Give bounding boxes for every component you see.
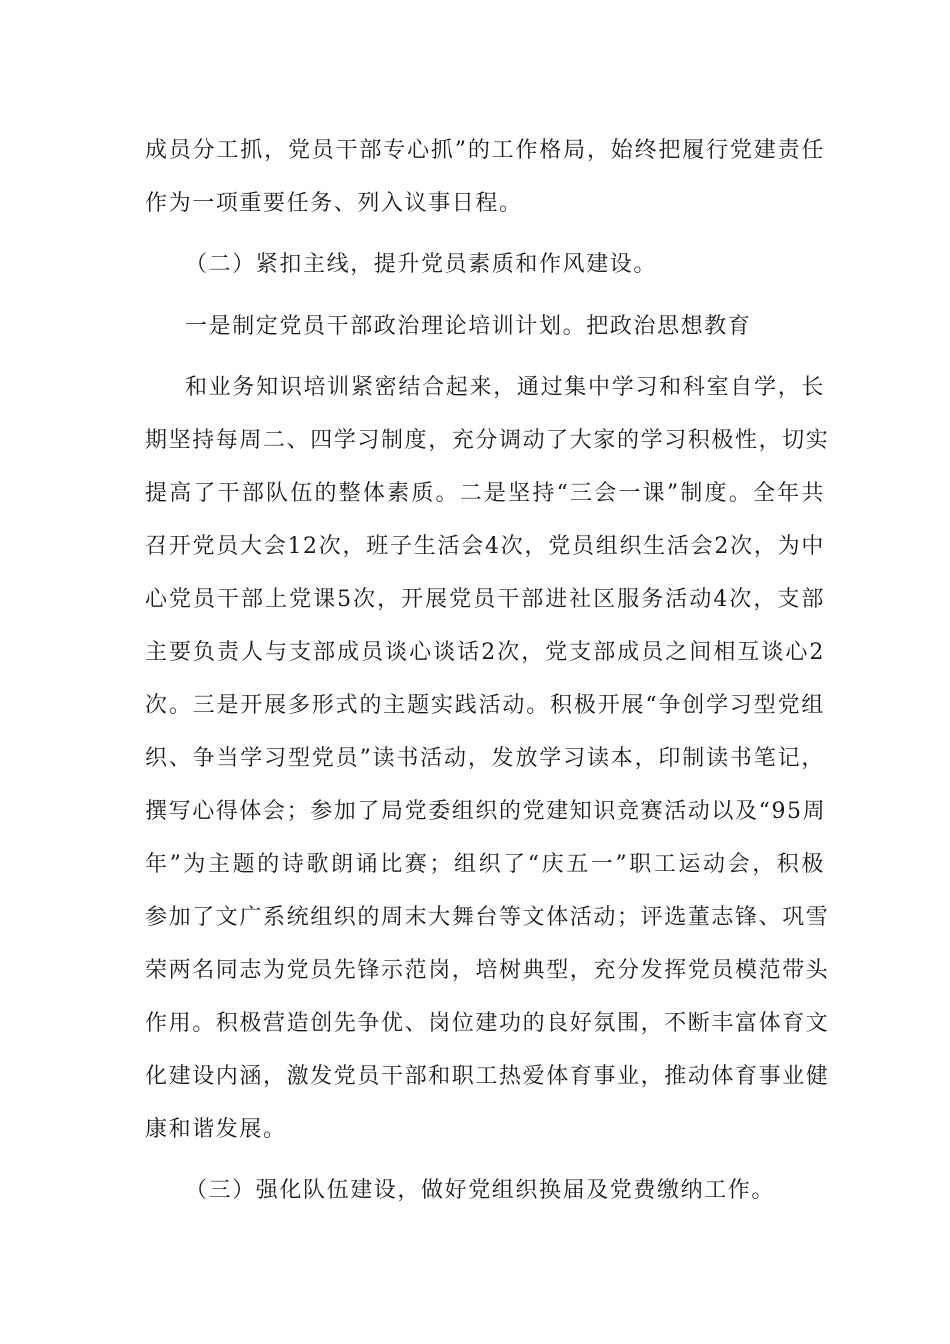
section-heading-2: （二）紧扣主线，提升党员素质和作风建设。 [185,252,658,277]
text-line-12: 织、争当学习型党员”读书活动，发放学习读本，印制读书笔记， [145,746,825,771]
text-line-18: 化建设内涵，激发党员干部和职工热爱体育事业，推动体育事业健 [145,1064,830,1089]
text-line-14: 年”为主题的诗歌朗诵比赛；组织了“庆五一”职工运动会，积极 [145,852,825,877]
text-line-7: 提高了干部队伍的整体素质。二是坚持“三会一课”制度。全年共 [145,481,825,506]
text-line-4: 一是制定党员干部政治理论培训计划。把政治思想教育 [185,314,752,339]
text-line-13: 撰写心得体会；参加了局党委组织的党建知识竞赛活动以及“95周 [145,799,827,824]
text-line-15: 参加了文广系统组织的周末大舞台等文体活动；评选董志锋、巩雪 [145,905,830,930]
text-line-10: 主要负责人与支部成员谈心谈话2次，党支部成员之间相互谈心2 [145,640,825,665]
section-heading-3: （三）强化队伍建设，做好党组织换届及党费缴纳工作。 [185,1178,776,1203]
text-line-11: 次。三是开展多形式的主题实践活动。积极开展“争创学习型党组 [145,693,825,718]
text-line-2: 作为一项重要任务、列入议事日程。 [145,191,523,216]
text-line-19: 康和谐发展。 [145,1117,287,1142]
text-line-16: 荣两名同志为党员先锋示范岗，培树典型，充分发挥党员模范带头 [145,958,830,983]
text-line-1: 成员分工抓，党员干部专心抓”的工作格局，始终把履行党建责任 [145,138,825,163]
text-line-5: 和业务知识培训紧密结合起来，通过集中学习和科室自学，长 [185,375,825,400]
text-line-8: 召开党员大会12次，班子生活会4次，党员组织生活会2次，为中 [145,534,825,559]
text-line-17: 作用。积极营造创先争优、岗位建功的良好氛围，不断丰富体育文 [145,1011,830,1036]
text-line-9: 心党员干部上党课5次，开展党员干部进社区服务活动4次，支部 [145,587,825,612]
text-line-6: 期坚持每周二、四学习制度，充分调动了大家的学习积极性，切实 [145,428,830,453]
